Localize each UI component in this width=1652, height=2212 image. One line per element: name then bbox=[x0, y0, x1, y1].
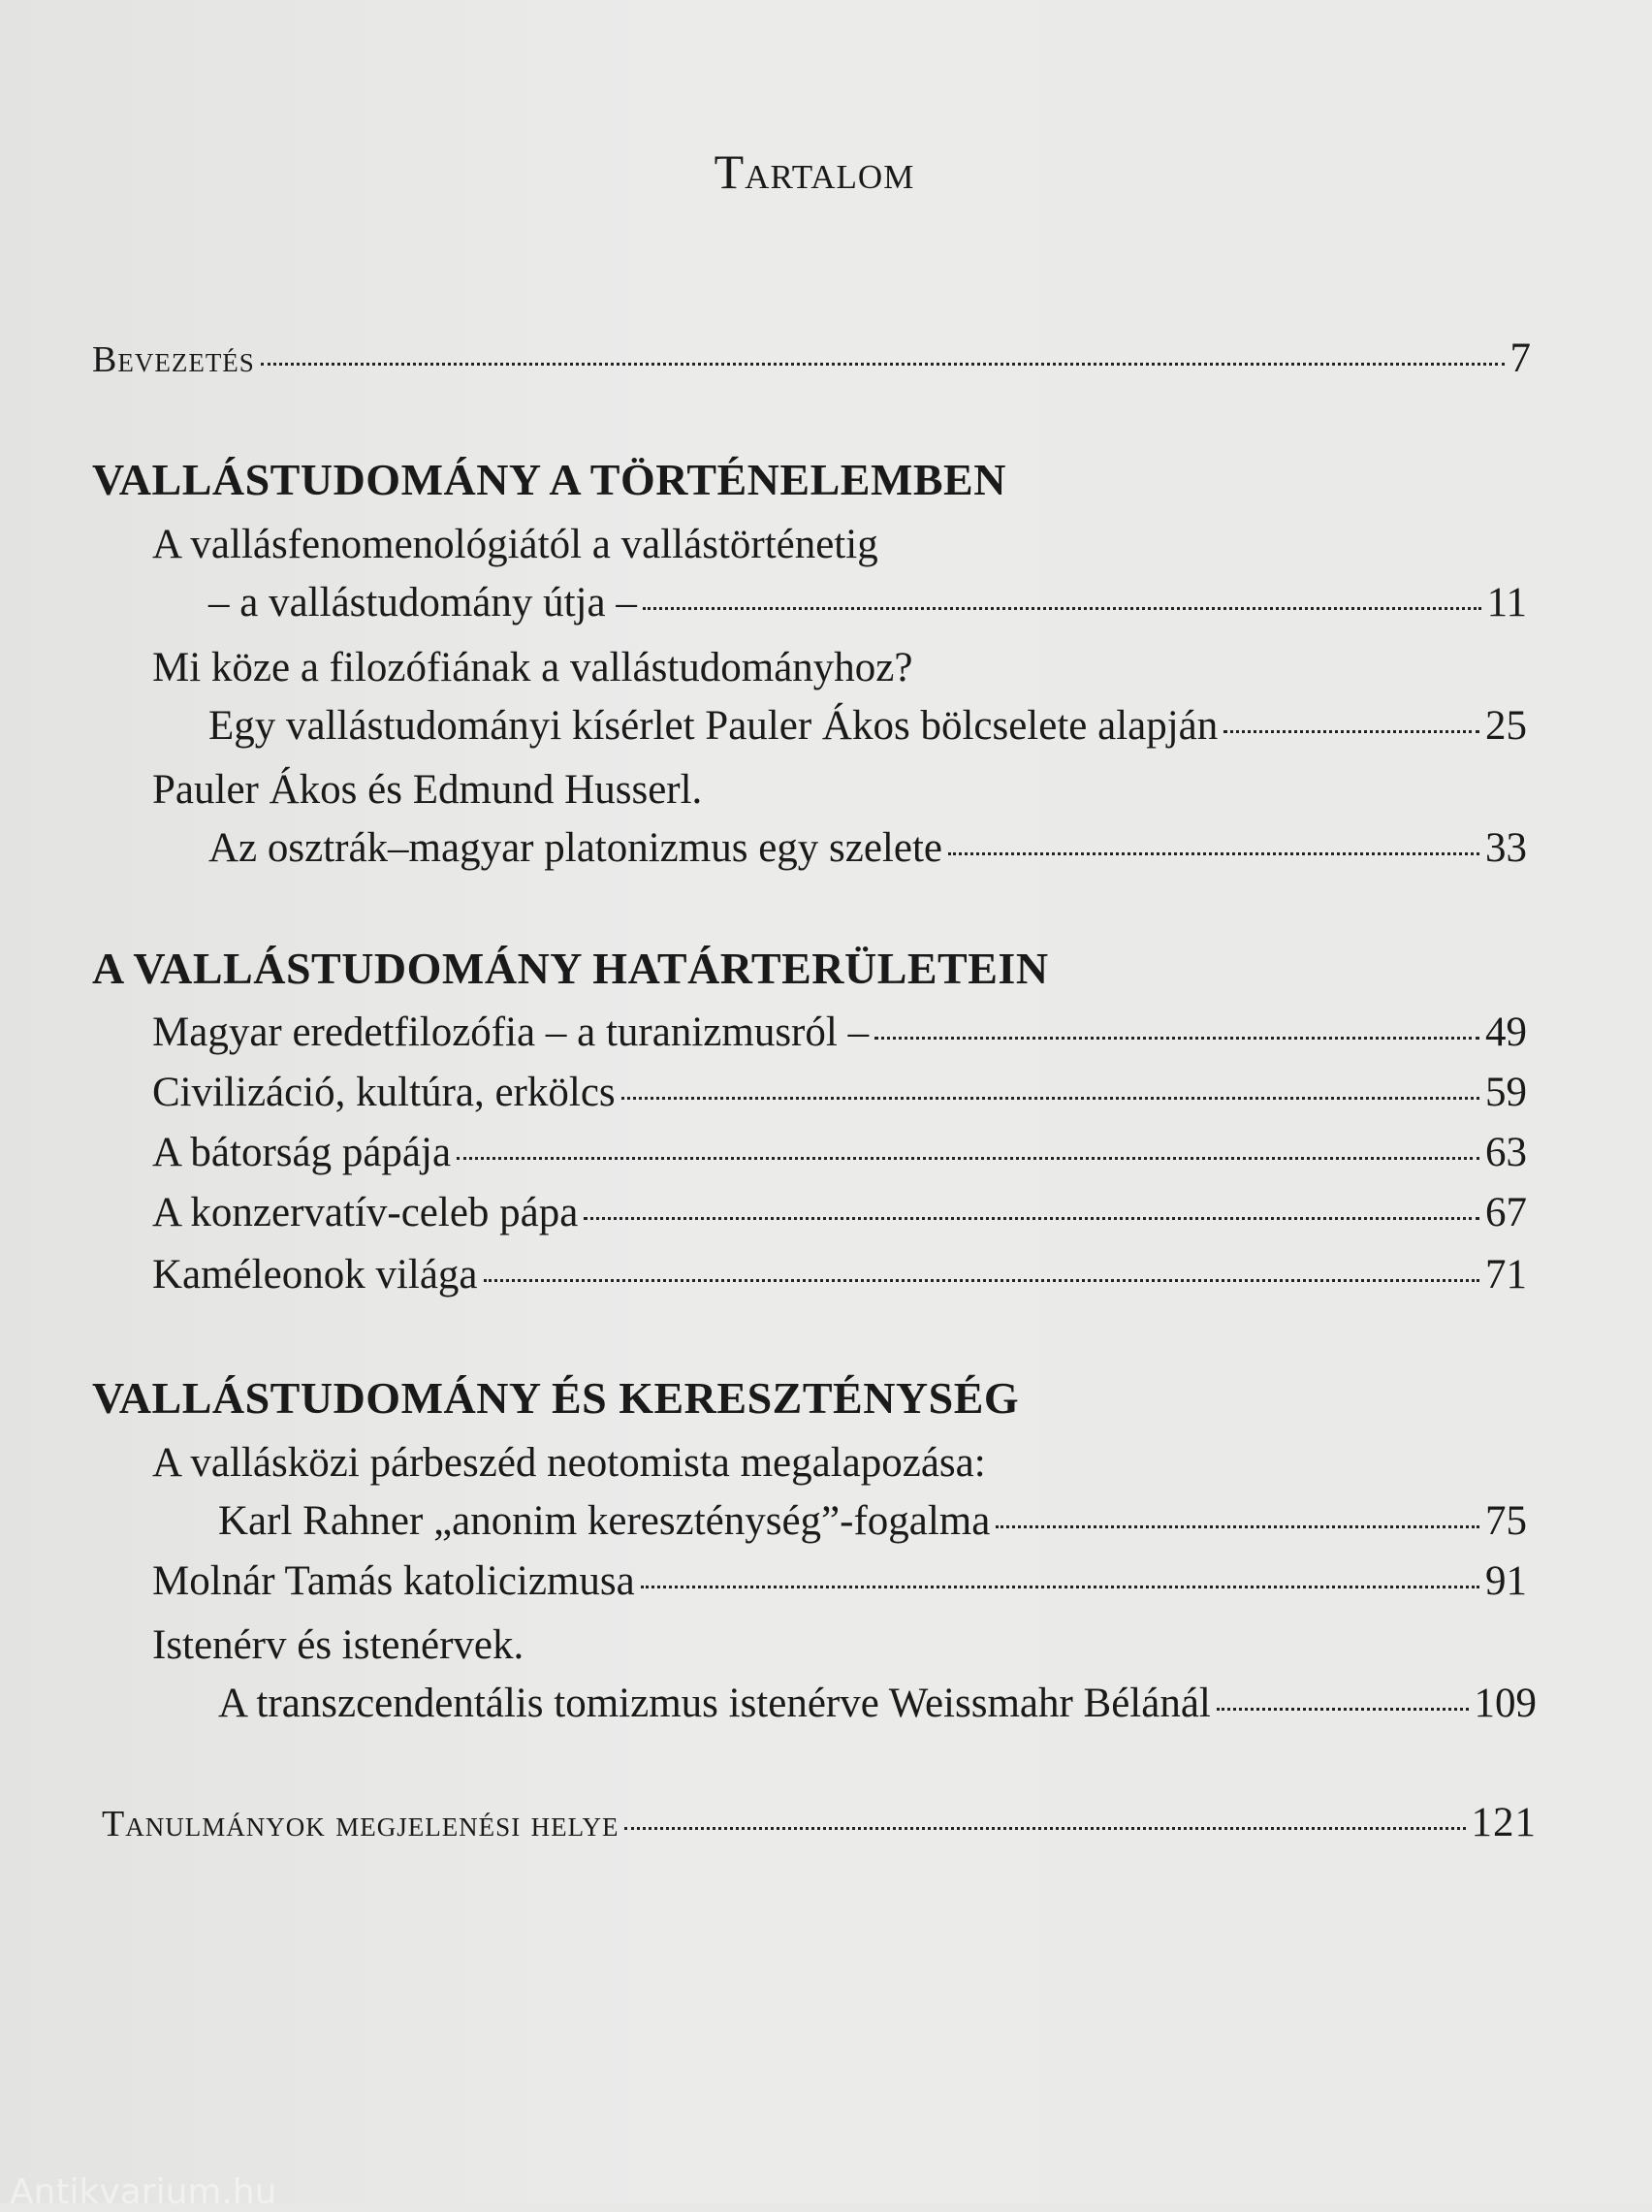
toc-entry bbox=[218, 1680, 1537, 1727]
toc-entry bbox=[208, 702, 1527, 750]
toc-entry-subtitle: A transzcendentális tomizmus istenérve Weissmahr Bélánál bbox=[218, 1681, 1211, 1726]
toc-page-number: 25 bbox=[1485, 703, 1527, 749]
toc-entry-introduction bbox=[92, 335, 1532, 382]
toc-page-number: 121 bbox=[1471, 1800, 1537, 1845]
toc-entry bbox=[208, 579, 1527, 626]
toc-entry-title: A vallásfenomenológiától a vallástörténetig bbox=[152, 522, 878, 567]
toc-entry-publication-places bbox=[102, 1799, 1537, 1846]
toc-page-number: 91 bbox=[1485, 1558, 1527, 1604]
toc-page-number: 67 bbox=[1485, 1190, 1527, 1235]
toc-entry-label: Bevezetés bbox=[92, 339, 255, 380]
toc-page-number: 33 bbox=[1485, 825, 1527, 871]
section-heading: VALLÁSTUDOMÁNY ÉS KERESZTÉNYSÉG bbox=[92, 1373, 1020, 1423]
toc-entry-subtitle: – a vallástudomány útja – bbox=[208, 580, 637, 625]
toc-page-number: 11 bbox=[1486, 580, 1527, 625]
toc-page-number: 75 bbox=[1485, 1498, 1527, 1544]
toc-entry bbox=[208, 824, 1527, 872]
toc-entry bbox=[152, 1009, 1527, 1056]
toc-page-number: 49 bbox=[1485, 1010, 1527, 1055]
toc-entry-label: Kaméleonok világa bbox=[152, 1252, 478, 1298]
toc-page-number: 59 bbox=[1485, 1070, 1527, 1115]
toc-entry-subtitle: Az osztrák–magyar platonizmus egy szelete bbox=[208, 825, 942, 871]
dot-leader bbox=[457, 1157, 1479, 1160]
dot-leader bbox=[484, 1279, 1479, 1282]
dot-leader bbox=[1223, 730, 1479, 733]
toc-entry-label: Magyar eredetfilozófia – a turanizmusról – bbox=[152, 1010, 870, 1055]
dot-leader bbox=[624, 1827, 1465, 1830]
toc-entry-subtitle: Egy vallástudományi kísérlet Pauler Ákos bölcselete alapján bbox=[208, 703, 1219, 749]
dot-leader bbox=[948, 852, 1479, 855]
section-heading: VALLÁSTUDOMÁNY A TÖRTÉNELEMBEN bbox=[92, 455, 1006, 504]
dot-leader bbox=[874, 1037, 1479, 1040]
toc-entry-title: Pauler Ákos és Edmund Husserl. bbox=[152, 767, 703, 813]
dot-leader bbox=[1217, 1708, 1469, 1711]
toc-page-number: 7 bbox=[1509, 336, 1532, 381]
dot-leader bbox=[643, 607, 1481, 610]
dot-leader bbox=[261, 363, 1505, 366]
toc-entry bbox=[218, 1497, 1527, 1545]
dot-leader bbox=[996, 1525, 1479, 1528]
toc-entry-label: A bátorság pápája bbox=[152, 1130, 452, 1175]
toc-entry bbox=[152, 1189, 1527, 1236]
toc-entry-title: Mi köze a filozófiának a vallástudományhoz? bbox=[152, 645, 913, 690]
toc-entry bbox=[152, 1069, 1527, 1116]
toc-entry-label: Civilizáció, kultúra, erkölcs bbox=[152, 1070, 616, 1115]
toc-entry-label: Molnár Tamás katolicizmusa bbox=[152, 1558, 635, 1604]
toc-page-number: 71 bbox=[1485, 1252, 1527, 1298]
toc-entry-title: A vallásközi párbeszéd neotomista megalapozása: bbox=[152, 1440, 986, 1486]
toc-entry-label: A konzervatív-celeb pápa bbox=[152, 1190, 579, 1235]
toc-entry-subtitle: Karl Rahner „anonim kereszténység”-fogalma bbox=[218, 1498, 991, 1544]
toc-entry bbox=[152, 1557, 1527, 1605]
toc-entry bbox=[152, 1129, 1527, 1176]
toc-page-number: 109 bbox=[1474, 1681, 1537, 1726]
toc-entry-label: Tanulmányok megjelenési helye bbox=[102, 1804, 620, 1844]
section-heading: A VALLÁSTUDOMÁNY HATÁRTERÜLETEIN bbox=[92, 944, 1049, 993]
toc-entry-title: Istenérv és istenérvek. bbox=[152, 1622, 524, 1668]
toc-entry bbox=[152, 1251, 1527, 1298]
toc-page-number: 63 bbox=[1485, 1130, 1527, 1175]
dot-leader bbox=[621, 1097, 1479, 1100]
dot-leader bbox=[641, 1586, 1479, 1588]
watermark: Antikvarium.hu bbox=[10, 2172, 277, 2212]
dot-leader bbox=[584, 1217, 1479, 1220]
page-title: Tartalom bbox=[714, 144, 915, 199]
